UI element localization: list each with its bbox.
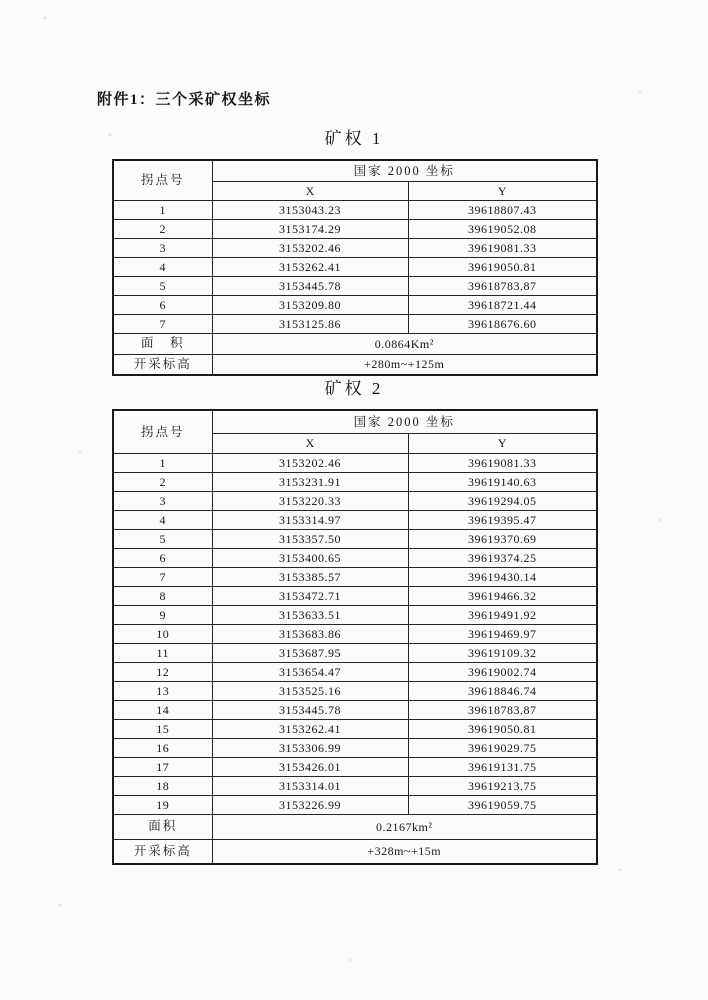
table-row — [113, 643, 597, 662]
x-coordinate-cell: 3153262.41 — [212, 719, 408, 738]
mining-elevation-value: +328m~+15m — [212, 839, 597, 864]
corner-number-cell: 1 — [113, 200, 212, 219]
mining-elevation-value: +280m~+125m — [212, 354, 597, 375]
y-coordinate-cell: 39619050.81 — [408, 257, 597, 276]
corner-number-cell: 16 — [113, 738, 212, 757]
corner-number-cell: 11 — [113, 643, 212, 662]
table-row — [113, 276, 597, 295]
y-coordinate-cell: 39619213.75 — [408, 776, 597, 795]
x-coordinate-cell: 3153445.78 — [212, 276, 408, 295]
y-coordinate-cell: 39619029.75 — [408, 738, 597, 757]
x-coordinate-cell: 3153683.86 — [212, 624, 408, 643]
y-column-header: Y — [408, 181, 597, 200]
table-row — [113, 624, 597, 643]
x-coordinate-cell: 3153226.99 — [212, 795, 408, 814]
mining-right-2-table — [112, 409, 598, 865]
table-row — [113, 472, 597, 491]
y-coordinate-cell: 39618783.87 — [408, 276, 597, 295]
corner-number-cell: 4 — [113, 257, 212, 276]
x-coordinate-cell: 3153043.23 — [212, 200, 408, 219]
mining-right-1-table — [112, 159, 598, 376]
corner-number-cell: 3 — [113, 238, 212, 257]
corner-number-header: 拐点号 — [113, 160, 212, 200]
table-row — [113, 200, 597, 219]
table-row — [113, 510, 597, 529]
corner-number-cell: 5 — [113, 529, 212, 548]
y-coordinate-cell: 39619469.97 — [408, 624, 597, 643]
corner-number-cell: 15 — [113, 719, 212, 738]
coordinate-system-header: 国家 2000 坐标 — [212, 410, 597, 433]
x-coordinate-cell: 3153174.29 — [212, 219, 408, 238]
y-coordinate-cell: 39619294.05 — [408, 491, 597, 510]
y-coordinate-cell: 39619109.32 — [408, 643, 597, 662]
x-coordinate-cell: 3153202.46 — [212, 453, 408, 472]
corner-number-cell: 9 — [113, 605, 212, 624]
corner-number-cell: 6 — [113, 295, 212, 314]
y-coordinate-cell: 39619052.08 — [408, 219, 597, 238]
table-row — [113, 586, 597, 605]
mining-elevation-label: 开采标高 — [113, 839, 212, 864]
table-row — [113, 529, 597, 548]
corner-number-cell: 3 — [113, 491, 212, 510]
y-coordinate-cell: 39618721.44 — [408, 295, 597, 314]
x-coordinate-cell: 3153231.91 — [212, 472, 408, 491]
table-row — [113, 719, 597, 738]
y-coordinate-cell: 39619466.32 — [408, 586, 597, 605]
area-value: 0.2167km² — [212, 814, 597, 839]
y-column-header: Y — [408, 433, 597, 453]
y-coordinate-cell: 39618676.60 — [408, 314, 597, 333]
table-row — [113, 567, 597, 586]
corner-number-cell: 7 — [113, 314, 212, 333]
y-coordinate-cell: 39618807.43 — [408, 200, 597, 219]
x-coordinate-cell: 3153314.01 — [212, 776, 408, 795]
corner-number-cell: 17 — [113, 757, 212, 776]
corner-number-cell: 10 — [113, 624, 212, 643]
x-coordinate-cell: 3153220.33 — [212, 491, 408, 510]
corner-number-header: 拐点号 — [113, 410, 212, 453]
attachment-heading: 附件1：三个采矿权坐标 — [97, 92, 272, 108]
corner-number-cell: 2 — [113, 219, 212, 238]
corner-number-cell: 7 — [113, 567, 212, 586]
area-value: 0.0864Km² — [212, 333, 597, 354]
y-coordinate-cell: 39618783.87 — [408, 700, 597, 719]
y-coordinate-cell: 39618846.74 — [408, 681, 597, 700]
y-coordinate-cell: 39619395.47 — [408, 510, 597, 529]
table-row — [113, 219, 597, 238]
corner-number-cell: 12 — [113, 662, 212, 681]
x-coordinate-cell: 3153472.71 — [212, 586, 408, 605]
y-coordinate-cell: 39619374.25 — [408, 548, 597, 567]
corner-number-cell: 6 — [113, 548, 212, 567]
x-column-header: X — [212, 433, 408, 453]
x-coordinate-cell: 3153202.46 — [212, 238, 408, 257]
y-coordinate-cell: 39619131.75 — [408, 757, 597, 776]
x-coordinate-cell: 3153357.50 — [212, 529, 408, 548]
table-row — [113, 605, 597, 624]
y-coordinate-cell: 39619430.14 — [408, 567, 597, 586]
x-coordinate-cell: 3153687.95 — [212, 643, 408, 662]
x-coordinate-cell: 3153314.97 — [212, 510, 408, 529]
x-coordinate-cell: 3153209.80 — [212, 295, 408, 314]
x-coordinate-cell: 3153445.78 — [212, 700, 408, 719]
table-row — [113, 238, 597, 257]
table-row — [113, 491, 597, 510]
y-coordinate-cell: 39619140.63 — [408, 472, 597, 491]
table-row — [113, 453, 597, 472]
corner-number-cell: 18 — [113, 776, 212, 795]
corner-number-cell: 19 — [113, 795, 212, 814]
mining-right-2-title: 矿权 2 — [324, 379, 384, 398]
y-coordinate-cell: 39619002.74 — [408, 662, 597, 681]
x-coordinate-cell: 3153125.86 — [212, 314, 408, 333]
mining-right-1-title: 矿权 1 — [324, 129, 384, 148]
y-coordinate-cell: 39619081.33 — [408, 238, 597, 257]
table-row — [113, 548, 597, 567]
table-row — [113, 257, 597, 276]
area-label: 面 积 — [113, 333, 212, 354]
mining-elevation-label: 开采标高 — [113, 354, 212, 375]
x-coordinate-cell: 3153400.65 — [212, 548, 408, 567]
x-coordinate-cell: 3153426.01 — [212, 757, 408, 776]
x-coordinate-cell: 3153654.47 — [212, 662, 408, 681]
table-row — [113, 700, 597, 719]
corner-number-cell: 2 — [113, 472, 212, 491]
table-row — [113, 795, 597, 814]
table-row — [113, 738, 597, 757]
x-coordinate-cell: 3153633.51 — [212, 605, 408, 624]
corner-number-cell: 4 — [113, 510, 212, 529]
mining-right-1-section — [112, 124, 596, 376]
x-coordinate-cell: 3153306.99 — [212, 738, 408, 757]
table-row — [113, 295, 597, 314]
table-row — [113, 681, 597, 700]
x-coordinate-cell: 3153262.41 — [212, 257, 408, 276]
y-coordinate-cell: 39619370.69 — [408, 529, 597, 548]
corner-number-cell: 14 — [113, 700, 212, 719]
x-column-header: X — [212, 181, 408, 200]
table-row — [113, 776, 597, 795]
corner-number-cell: 5 — [113, 276, 212, 295]
mining-right-2-section — [112, 374, 596, 865]
table-row — [113, 314, 597, 333]
coordinate-system-header: 国家 2000 坐标 — [212, 160, 597, 181]
y-coordinate-cell: 39619059.75 — [408, 795, 597, 814]
x-coordinate-cell: 3153385.57 — [212, 567, 408, 586]
corner-number-cell: 13 — [113, 681, 212, 700]
table-row — [113, 757, 597, 776]
y-coordinate-cell: 39619081.33 — [408, 453, 597, 472]
x-coordinate-cell: 3153525.16 — [212, 681, 408, 700]
area-label: 面积 — [113, 814, 212, 839]
mining-right-2-rows — [113, 453, 597, 814]
corner-number-cell: 8 — [113, 586, 212, 605]
y-coordinate-cell: 39619050.81 — [408, 719, 597, 738]
mining-right-1-rows — [113, 200, 597, 333]
table-row — [113, 662, 597, 681]
corner-number-cell: 1 — [113, 453, 212, 472]
y-coordinate-cell: 39619491.92 — [408, 605, 597, 624]
